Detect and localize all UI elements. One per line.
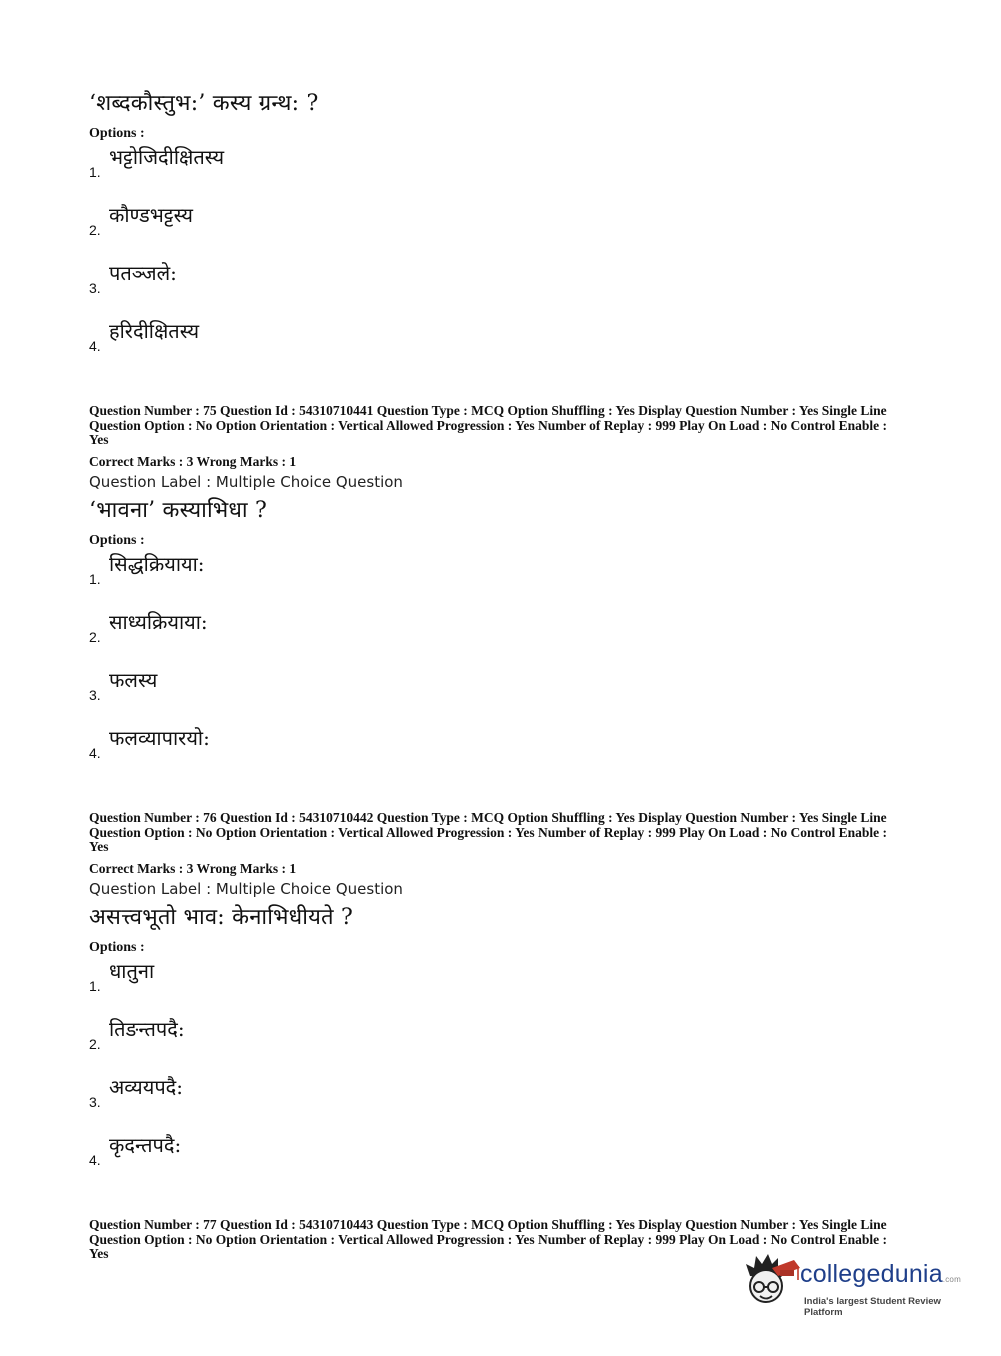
option-text: कौण्डभट्टस्य [109, 203, 193, 227]
option-text: हरिदीक्षितस्य [109, 319, 200, 343]
option-number: 2. [89, 1035, 101, 1052]
option-item[interactable] [89, 316, 929, 374]
option-number: 4. [89, 338, 101, 354]
option-text: साध्यक्रियाया: [109, 609, 208, 634]
question-marks: Correct Marks : 3 Wrong Marks : 1 [89, 453, 297, 469]
option-text: धातुना [109, 958, 155, 983]
option-number: 3. [89, 686, 101, 703]
question-76 [89, 811, 929, 1188]
logo-tagline: India's largest Student Review Platform [804, 1296, 941, 1318]
option-text: फलस्य [109, 667, 158, 692]
option-item[interactable] [89, 956, 929, 1014]
option-text: अव्ययपदै: [109, 1074, 184, 1099]
logo-suffix: .com [942, 1275, 961, 1284]
option-item[interactable] [89, 142, 929, 200]
question-text: ‘शब्दकौस्तुभ:’ कस्य ग्रन्थ: ? [89, 91, 319, 116]
option-number: 4. [89, 1151, 101, 1168]
option-number: 2. [89, 628, 101, 645]
option-item[interactable] [89, 723, 929, 781]
option-text: सिद्धक्रियाया: [109, 551, 205, 576]
question-meta: Question Number : 77 Question Id : 54310710443 Question Type : MCQ Option Shuffling : Yes Display Question Number : Yes Single Line Question Option : No Option Orientation : Vertical Allowed Progression : Yes Number of Replay : 999 Play On Load : No Control Enable : Yes [89, 1217, 888, 1261]
collegedunia-logo[interactable] [742, 1250, 972, 1318]
option-number: 2. [89, 222, 101, 238]
option-text: कृदन्तपदै: [109, 1132, 182, 1157]
logo-wordmark: collegedunia.com [800, 1260, 961, 1288]
option-item[interactable] [89, 258, 929, 316]
question-meta: Question Number : 76 Question Id : 54310710442 Question Type : MCQ Option Shuffling : Yes Display Question Number : Yes Single Line Question Option : No Option Orientation : Vertical Allowed Progression : Yes Number of Replay : 999 Play On Load : No Control Enable : Yes [89, 810, 888, 854]
option-item[interactable] [89, 607, 929, 665]
mascot-icon [742, 1250, 800, 1314]
option-number: 3. [89, 280, 101, 296]
option-number: 4. [89, 744, 101, 761]
option-text: पतञ्जले: [109, 261, 177, 285]
option-number: 1. [89, 164, 101, 180]
question-text: असत्त्वभूतो भाव: केनाभिधीयते ? [89, 904, 353, 930]
question-marks: Correct Marks : 3 Wrong Marks : 1 [89, 860, 297, 876]
question-label: Question Label : Multiple Choice Question [89, 879, 403, 898]
options-label: Options : [89, 126, 145, 141]
option-text: तिङन्तपदै: [109, 1016, 185, 1041]
option-item[interactable] [89, 665, 929, 723]
options-label: Options : [89, 532, 145, 548]
option-number: 1. [89, 977, 101, 994]
option-item[interactable] [89, 1130, 929, 1188]
option-item[interactable] [89, 1072, 929, 1130]
question-text: ‘भावना’ कस्याभिधा ? [89, 497, 267, 523]
question-75 [89, 404, 929, 781]
option-item[interactable] [89, 549, 929, 607]
option-item[interactable] [89, 1014, 929, 1072]
option-number: 1. [89, 570, 101, 587]
options-label: Options : [89, 939, 145, 955]
option-text: भट्टोजिदीक्षितस्य [109, 145, 225, 169]
option-item[interactable] [89, 200, 929, 258]
option-number: 3. [89, 1093, 101, 1110]
option-text: फलव्यापारयो: [109, 725, 210, 750]
question-label: Question Label : Multiple Choice Question [89, 472, 403, 491]
question-meta: Question Number : 75 Question Id : 54310710441 Question Type : MCQ Option Shuffling : Yes Display Question Number : Yes Single Line Question Option : No Option Orientation : Vertical Allowed Progression : Yes Number of Replay : 999 Play On Load : No Control Enable : Yes [89, 403, 888, 447]
question-74 [89, 90, 929, 374]
